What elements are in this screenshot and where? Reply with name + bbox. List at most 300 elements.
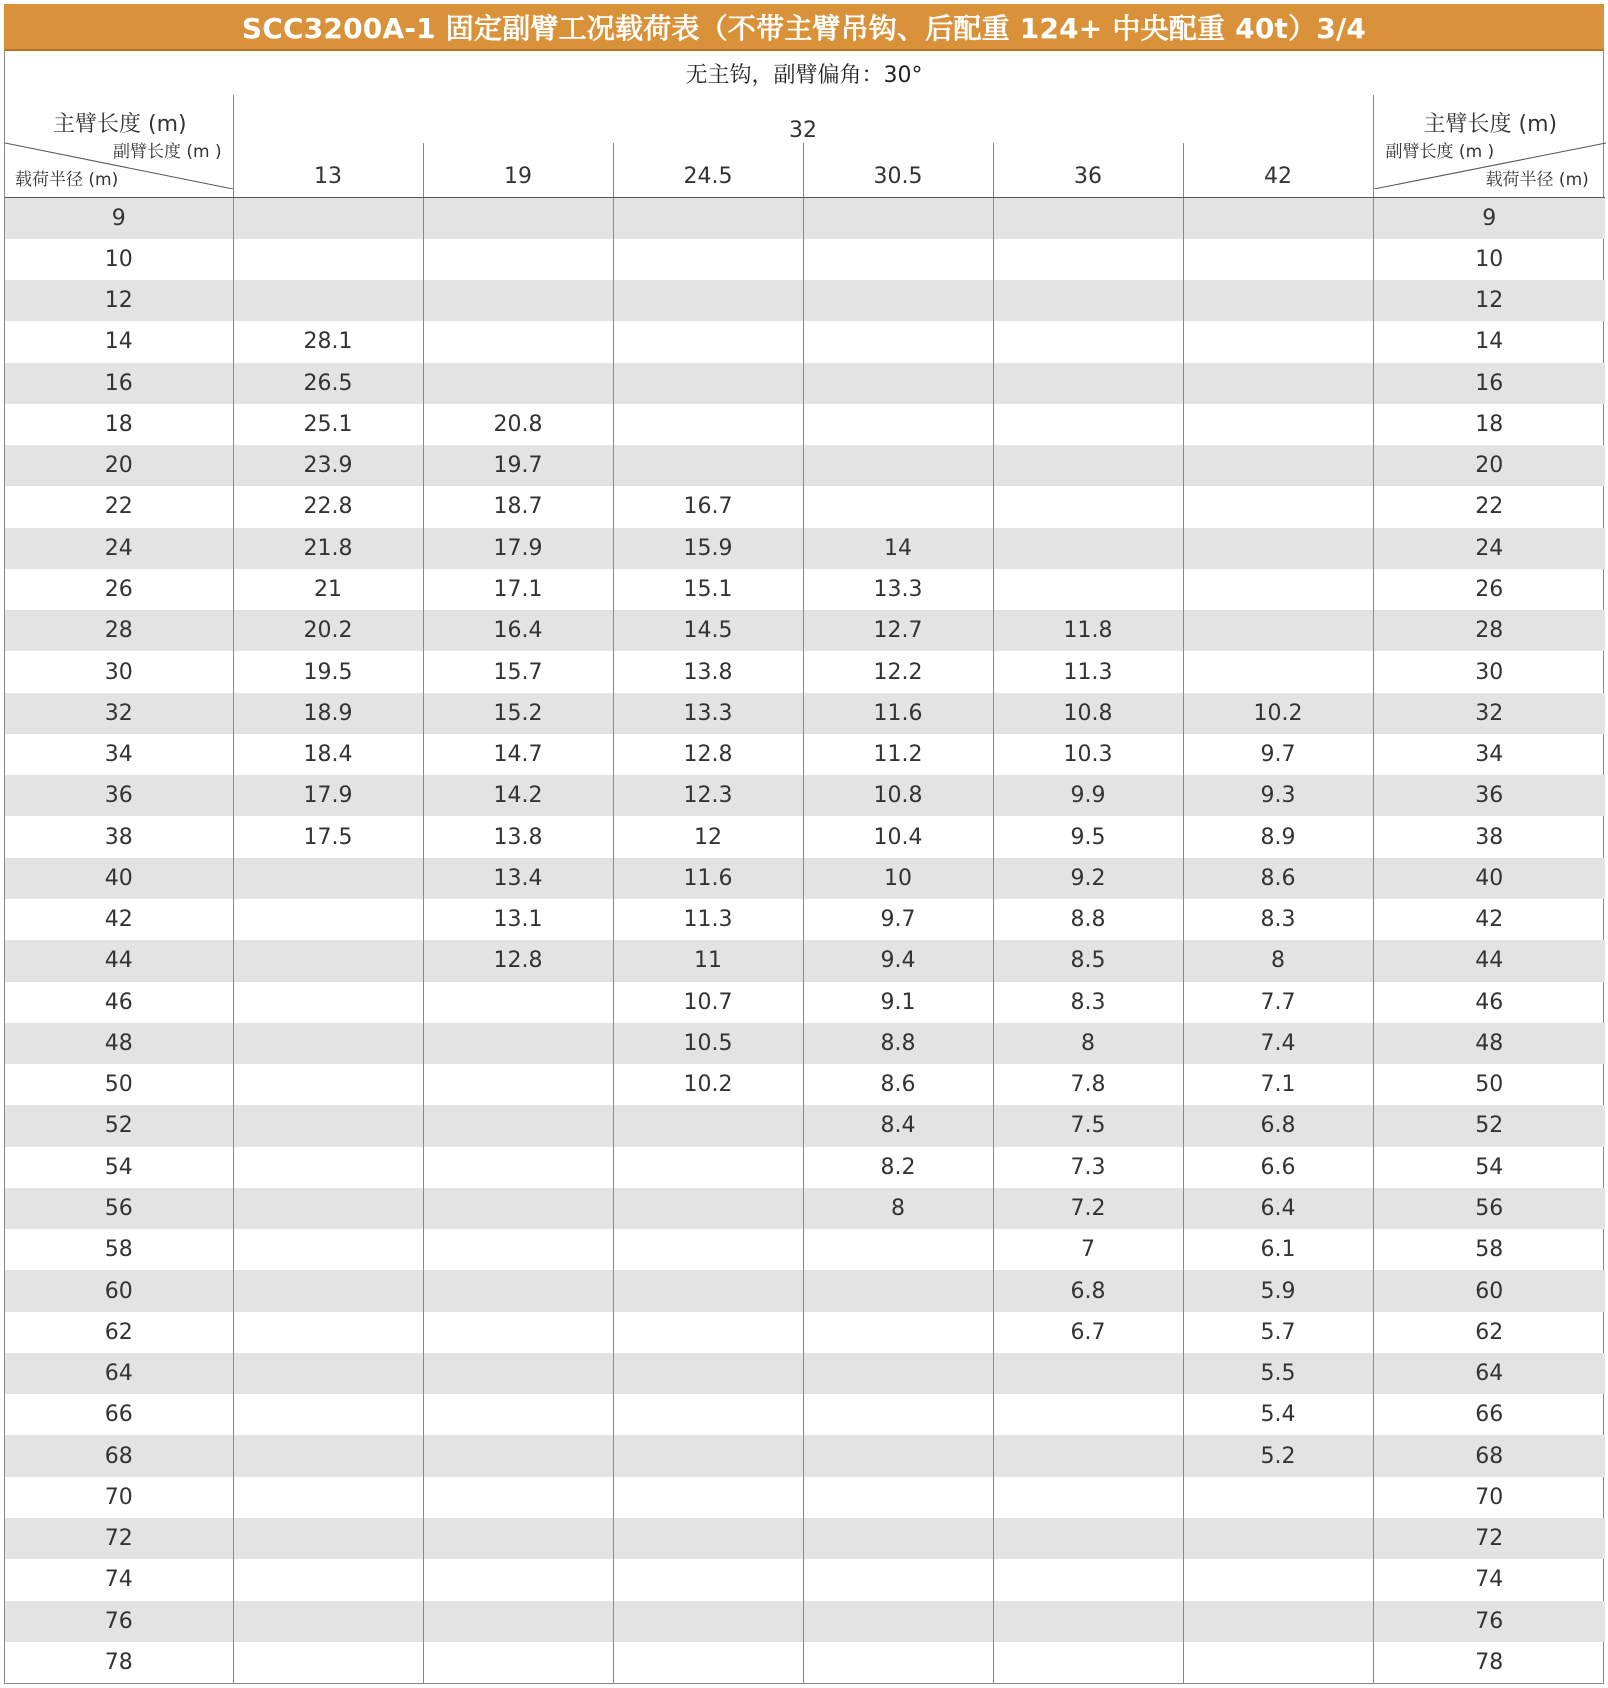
load-value-cell: 11.2: [803, 734, 993, 775]
table-row: [5, 1353, 1605, 1394]
load-value-cell: [613, 1229, 803, 1270]
load-value-cell: 15.7: [423, 651, 613, 692]
radius-cell-right: 42: [1373, 899, 1605, 940]
radius-cell-left: 12: [5, 280, 233, 321]
load-value-cell: [423, 1518, 613, 1559]
radius-cell-left: 48: [5, 1023, 233, 1064]
load-value-cell: [1183, 610, 1373, 651]
load-value-cell: [423, 1105, 613, 1146]
radius-cell-right: 16: [1373, 363, 1605, 404]
load-value-cell: [613, 321, 803, 362]
load-value-cell: [1183, 1518, 1373, 1559]
radius-cell-left: 56: [5, 1188, 233, 1229]
table-row: [5, 651, 1605, 692]
load-value-cell: 7.5: [993, 1105, 1183, 1146]
load-value-cell: [423, 1270, 613, 1311]
radius-cell-left: 36: [5, 775, 233, 816]
radius-cell-right: 52: [1373, 1105, 1605, 1146]
load-value-cell: 15.1: [613, 569, 803, 610]
load-value-cell: 22.8: [233, 486, 423, 527]
radius-cell-right: 9: [1373, 198, 1605, 239]
load-value-cell: [613, 1353, 803, 1394]
table-row: [5, 1105, 1605, 1146]
radius-cell-right: 30: [1373, 651, 1605, 692]
table-row: [5, 1435, 1605, 1476]
load-value-cell: 6.7: [993, 1312, 1183, 1353]
load-value-cell: 6.6: [1183, 1147, 1373, 1188]
load-value-cell: [423, 1312, 613, 1353]
load-value-cell: 12.7: [803, 610, 993, 651]
table-row: [5, 1229, 1605, 1270]
load-value-cell: 12: [613, 816, 803, 857]
load-value-cell: 11.6: [613, 858, 803, 899]
load-value-cell: 11: [613, 940, 803, 981]
table-row: [5, 528, 1605, 569]
load-value-cell: 10.2: [613, 1064, 803, 1105]
load-value-cell: 7.4: [1183, 1023, 1373, 1064]
radius-cell-right: 34: [1373, 734, 1605, 775]
load-value-cell: [1183, 486, 1373, 527]
load-value-cell: 17.5: [233, 816, 423, 857]
load-table-frame: [4, 51, 1604, 1684]
table-row: [5, 982, 1605, 1023]
load-value-cell: [993, 1518, 1183, 1559]
load-value-cell: [233, 1394, 423, 1435]
load-value-cell: 15.2: [423, 693, 613, 734]
table-row: [5, 445, 1605, 486]
load-value-cell: [993, 363, 1183, 404]
load-value-cell: [423, 1147, 613, 1188]
jib-length-header: 36: [993, 143, 1183, 198]
radius-cell-left: 68: [5, 1435, 233, 1476]
jib-length-header: 30.5: [803, 143, 993, 198]
table-body: [5, 198, 1605, 1684]
radius-cell-right: 74: [1373, 1559, 1605, 1600]
load-value-cell: [803, 1353, 993, 1394]
load-value-cell: 17.9: [233, 775, 423, 816]
load-value-cell: [613, 1559, 803, 1600]
load-value-cell: [1183, 198, 1373, 239]
load-value-cell: 14.2: [423, 775, 613, 816]
load-value-cell: [613, 1188, 803, 1229]
load-value-cell: [233, 1353, 423, 1394]
radius-cell-left: 32: [5, 693, 233, 734]
radius-cell-left: 9: [5, 198, 233, 239]
load-value-cell: 9.3: [1183, 775, 1373, 816]
load-value-cell: [1183, 445, 1373, 486]
radius-cell-left: 62: [104, 1319, 133, 1345]
radius-cell-left: 70: [104, 1484, 133, 1510]
load-value-cell: 10.2: [1183, 693, 1373, 734]
load-value-cell: 14.7: [423, 734, 613, 775]
load-value-cell: 8.8: [803, 1023, 993, 1064]
load-value-cell: 8.3: [1183, 899, 1373, 940]
load-value-cell: 13.8: [613, 651, 803, 692]
radius-label-right: 载荷半径 (m): [1485, 170, 1589, 190]
radius-cell-left: 58: [104, 1237, 133, 1263]
load-value-cell: 14: [803, 528, 993, 569]
load-value-cell: [613, 1477, 803, 1518]
load-value-cell: [1183, 1477, 1373, 1518]
load-value-cell: 17.1: [423, 569, 613, 610]
radius-cell-right: 10: [1373, 239, 1605, 280]
load-value-cell: 19.7: [423, 445, 613, 486]
load-value-cell: 8.8: [993, 899, 1183, 940]
load-value-cell: [993, 239, 1183, 280]
radius-cell-left: 26: [104, 577, 133, 603]
table-row: [5, 858, 1605, 899]
table-row: [5, 363, 1605, 404]
load-value-cell: 9.1: [803, 982, 993, 1023]
table-row: [5, 404, 1605, 445]
load-value-cell: [803, 445, 993, 486]
table-row: [5, 1394, 1605, 1435]
load-value-cell: [423, 982, 613, 1023]
load-value-cell: 21.8: [233, 528, 423, 569]
table-row: [5, 940, 1605, 981]
load-value-cell: [423, 198, 613, 239]
radius-cell-left: 50: [104, 1072, 133, 1098]
radius-cell-left: 44: [5, 940, 233, 981]
main-boom-length-header: 32: [789, 118, 818, 143]
load-value-cell: 8.5: [993, 940, 1183, 981]
radius-cell-right: 40: [1373, 858, 1605, 899]
load-value-cell: 11.3: [993, 651, 1183, 692]
table-row: [5, 1477, 1605, 1518]
radius-cell-left: 66: [104, 1402, 133, 1428]
load-value-cell: 8.6: [803, 1064, 993, 1105]
load-value-cell: [613, 1601, 803, 1642]
jib-length-header: 13: [233, 143, 423, 198]
radius-cell-right: 72: [1373, 1518, 1605, 1559]
load-value-cell: [1183, 1642, 1373, 1683]
load-value-cell: [993, 321, 1183, 362]
radius-cell-left: 78: [104, 1649, 133, 1675]
load-value-cell: [233, 1312, 423, 1353]
load-value-cell: [423, 1601, 613, 1642]
load-value-cell: 20.2: [233, 610, 423, 651]
load-value-cell: [233, 1477, 423, 1518]
load-value-cell: [613, 1642, 803, 1683]
radius-cell-right: 66: [1373, 1394, 1605, 1435]
load-value-cell: [803, 1270, 993, 1311]
load-value-cell: [233, 940, 423, 981]
load-value-cell: 26.5: [233, 363, 423, 404]
load-value-cell: [613, 363, 803, 404]
load-value-cell: 17.9: [423, 528, 613, 569]
load-value-cell: 10.5: [613, 1023, 803, 1064]
radius-cell-left: 18: [104, 411, 133, 437]
jib-length-header: 42: [1183, 143, 1373, 198]
radius-cell-right: 36: [1373, 775, 1605, 816]
radius-cell-right: 78: [1373, 1642, 1605, 1683]
load-value-cell: [233, 858, 423, 899]
load-value-cell: 19.5: [233, 651, 423, 692]
radius-cell-left: 14: [104, 329, 133, 355]
radius-cell-right: 54: [1373, 1147, 1605, 1188]
radius-cell-right: 12: [1373, 280, 1605, 321]
table-row: [5, 1064, 1605, 1105]
radius-cell-left: 52: [5, 1105, 233, 1146]
load-value-cell: [993, 198, 1183, 239]
load-value-cell: [1183, 321, 1373, 362]
load-value-cell: 21: [233, 569, 423, 610]
radius-cell-left: 42: [104, 907, 133, 933]
table-row: [5, 239, 1605, 280]
radius-cell-left: 34: [104, 742, 133, 768]
radius-cell-left: 30: [104, 659, 133, 685]
table-row: [5, 1601, 1605, 1642]
radius-cell-right: 24: [1373, 528, 1605, 569]
load-value-cell: [423, 1229, 613, 1270]
load-value-cell: [613, 1518, 803, 1559]
load-value-cell: [423, 1023, 613, 1064]
table-subtitle: 无主钩，副臂偏角：30°: [685, 62, 923, 88]
radius-cell-left: 64: [5, 1353, 233, 1394]
radius-cell-left: 24: [5, 528, 233, 569]
load-value-cell: 25.1: [233, 404, 423, 445]
load-value-cell: [1183, 404, 1373, 445]
load-value-cell: [803, 1229, 993, 1270]
load-value-cell: 5.2: [1183, 1435, 1373, 1476]
radius-cell-right: 44: [1373, 940, 1605, 981]
radius-cell-left: 28: [5, 610, 233, 651]
load-value-cell: [803, 1559, 993, 1600]
load-value-cell: 9.5: [993, 816, 1183, 857]
load-value-cell: [803, 1312, 993, 1353]
load-value-cell: [233, 239, 423, 280]
load-value-cell: 10.8: [993, 693, 1183, 734]
load-value-cell: 18.4: [233, 734, 423, 775]
radius-cell-right: 56: [1373, 1188, 1605, 1229]
load-value-cell: [1183, 1601, 1373, 1642]
load-value-cell: [993, 1642, 1183, 1683]
load-value-cell: [233, 1147, 423, 1188]
radius-cell-right: 20: [1373, 445, 1605, 486]
load-value-cell: [233, 1105, 423, 1146]
radius-cell-right: 48: [1373, 1023, 1605, 1064]
table-row: [5, 1312, 1605, 1353]
load-value-cell: [423, 1559, 613, 1600]
jib-length-label-left: 副臂长度 (m ): [113, 142, 222, 162]
load-value-cell: [233, 899, 423, 940]
load-value-cell: 12.8: [613, 734, 803, 775]
load-value-cell: [1183, 651, 1373, 692]
radius-cell-left: 72: [5, 1518, 233, 1559]
radius-cell-right: 70: [1373, 1477, 1605, 1518]
load-value-cell: 6.8: [1183, 1105, 1373, 1146]
load-value-cell: [803, 363, 993, 404]
radius-cell-left: 76: [5, 1601, 233, 1642]
load-value-cell: 16.7: [613, 486, 803, 527]
load-value-cell: [423, 321, 613, 362]
load-value-cell: [993, 1435, 1183, 1476]
load-value-cell: 5.9: [1183, 1270, 1373, 1311]
main-boom-label-right: 主臂长度 (m): [1423, 112, 1558, 137]
radius-cell-right: 46: [1373, 982, 1605, 1023]
load-value-cell: [1183, 363, 1373, 404]
load-value-cell: 11.8: [993, 610, 1183, 651]
jib-length-header: 19: [423, 143, 613, 198]
load-value-cell: [1183, 528, 1373, 569]
radius-cell-left: 74: [104, 1567, 133, 1593]
load-value-cell: [803, 321, 993, 362]
radius-cell-right: 62: [1373, 1312, 1605, 1353]
radius-cell-right: 22: [1373, 486, 1605, 527]
radius-cell-left: 10: [104, 246, 133, 272]
radius-cell-right: 58: [1373, 1229, 1605, 1270]
load-value-cell: [423, 1353, 613, 1394]
radius-cell-right: 18: [1373, 404, 1605, 445]
load-value-cell: 7.1: [1183, 1064, 1373, 1105]
corner-header-right: [1373, 95, 1605, 198]
corner-header-left: [5, 95, 233, 198]
load-value-cell: 10.3: [993, 734, 1183, 775]
load-value-cell: [993, 1353, 1183, 1394]
load-value-cell: [803, 1601, 993, 1642]
load-value-cell: [613, 239, 803, 280]
load-value-cell: 11.6: [803, 693, 993, 734]
table-row: [5, 734, 1605, 775]
load-value-cell: [233, 1559, 423, 1600]
load-value-cell: 6.4: [1183, 1188, 1373, 1229]
table-row: [5, 1188, 1605, 1229]
load-value-cell: [423, 1435, 613, 1476]
load-value-cell: [233, 1642, 423, 1683]
jib-length-label-right: 副臂长度 (m ): [1385, 142, 1495, 162]
load-value-cell: [233, 1188, 423, 1229]
load-value-cell: 7.3: [993, 1147, 1183, 1188]
radius-cell-right: 28: [1373, 610, 1605, 651]
radius-cell-right: 60: [1373, 1270, 1605, 1311]
load-value-cell: [803, 1394, 993, 1435]
load-value-cell: [993, 528, 1183, 569]
load-value-cell: 18.7: [423, 486, 613, 527]
load-value-cell: [233, 1023, 423, 1064]
load-value-cell: 5.5: [1183, 1353, 1373, 1394]
load-value-cell: [993, 569, 1183, 610]
load-value-cell: [423, 280, 613, 321]
load-value-cell: 10.8: [803, 775, 993, 816]
load-value-cell: 23.9: [233, 445, 423, 486]
main-boom-label-left: 主臂长度 (m): [53, 112, 187, 137]
radius-cell-left: 46: [104, 989, 133, 1015]
load-value-cell: 9.2: [993, 858, 1183, 899]
load-value-cell: 8.6: [1183, 858, 1373, 899]
load-value-cell: [803, 486, 993, 527]
load-value-cell: 8: [993, 1023, 1183, 1064]
radius-cell-right: 38: [1373, 816, 1605, 857]
load-value-cell: 11.3: [613, 899, 803, 940]
jib-length-header: 24.5: [613, 143, 803, 198]
load-value-cell: [803, 239, 993, 280]
radius-cell-left: 20: [5, 445, 233, 486]
load-value-cell: [233, 1229, 423, 1270]
load-value-cell: [803, 1435, 993, 1476]
load-value-cell: [803, 198, 993, 239]
radius-cell-left: 38: [104, 824, 133, 850]
radius-cell-right: 26: [1373, 569, 1605, 610]
load-value-cell: 16.4: [423, 610, 613, 651]
load-value-cell: 7: [993, 1229, 1183, 1270]
load-value-cell: 13.8: [423, 816, 613, 857]
load-value-cell: [613, 280, 803, 321]
load-value-cell: [993, 1394, 1183, 1435]
radius-cell-right: 64: [1373, 1353, 1605, 1394]
load-value-cell: 5.7: [1183, 1312, 1373, 1353]
table-row: [5, 280, 1605, 321]
load-value-cell: [233, 982, 423, 1023]
load-value-cell: 9.7: [1183, 734, 1373, 775]
load-value-cell: 12.3: [613, 775, 803, 816]
table-row: [5, 569, 1605, 610]
load-value-cell: [803, 404, 993, 445]
table-row: [5, 1023, 1605, 1064]
load-value-cell: [803, 1477, 993, 1518]
load-value-cell: 8: [1183, 940, 1373, 981]
load-value-cell: 13.4: [423, 858, 613, 899]
load-value-cell: [233, 198, 423, 239]
table-row: [5, 1559, 1605, 1600]
load-value-cell: 7.7: [1183, 982, 1373, 1023]
load-value-cell: 10: [803, 858, 993, 899]
table-row: [5, 1518, 1605, 1559]
load-value-cell: [233, 1518, 423, 1559]
radius-cell-left: 54: [104, 1154, 133, 1180]
load-value-cell: 9.9: [993, 775, 1183, 816]
load-value-cell: 7.8: [993, 1064, 1183, 1105]
load-value-cell: 8.9: [1183, 816, 1373, 857]
load-value-cell: [993, 1477, 1183, 1518]
load-value-cell: [613, 445, 803, 486]
load-value-cell: [1183, 569, 1373, 610]
load-value-cell: 7.2: [993, 1188, 1183, 1229]
table-row: [5, 816, 1605, 857]
load-value-cell: [803, 1518, 993, 1559]
load-value-cell: [803, 280, 993, 321]
table-row: [5, 610, 1605, 651]
load-value-cell: [613, 1394, 803, 1435]
radius-cell-left: 60: [5, 1270, 233, 1311]
load-value-cell: [423, 1064, 613, 1105]
load-value-cell: 8.4: [803, 1105, 993, 1146]
load-value-cell: [803, 1642, 993, 1683]
load-value-cell: 20.8: [423, 404, 613, 445]
load-value-cell: 10.7: [613, 982, 803, 1023]
load-value-cell: [423, 1642, 613, 1683]
table-row: [5, 321, 1605, 362]
load-value-cell: [423, 363, 613, 404]
load-value-cell: [993, 1559, 1183, 1600]
radius-label-left: 载荷半径 (m): [15, 170, 119, 190]
load-value-cell: [1183, 239, 1373, 280]
table-title: SCC3200A-1 固定副臂工况载荷表（不带主臂吊钩、后配重 124+ 中央配重 40t）3/4: [4, 4, 1604, 51]
load-value-cell: [613, 1105, 803, 1146]
load-value-cell: [1183, 280, 1373, 321]
load-value-cell: 28.1: [233, 321, 423, 362]
load-value-cell: 12.8: [423, 940, 613, 981]
table-row: [5, 486, 1605, 527]
table-row: [5, 1270, 1605, 1311]
load-table: [5, 95, 1605, 1683]
table-row: [5, 1642, 1605, 1683]
load-value-cell: [993, 280, 1183, 321]
load-value-cell: [613, 1312, 803, 1353]
radius-cell-left: 40: [5, 858, 233, 899]
load-value-cell: 5.4: [1183, 1394, 1373, 1435]
load-value-cell: [233, 280, 423, 321]
radius-cell-right: 76: [1373, 1601, 1605, 1642]
